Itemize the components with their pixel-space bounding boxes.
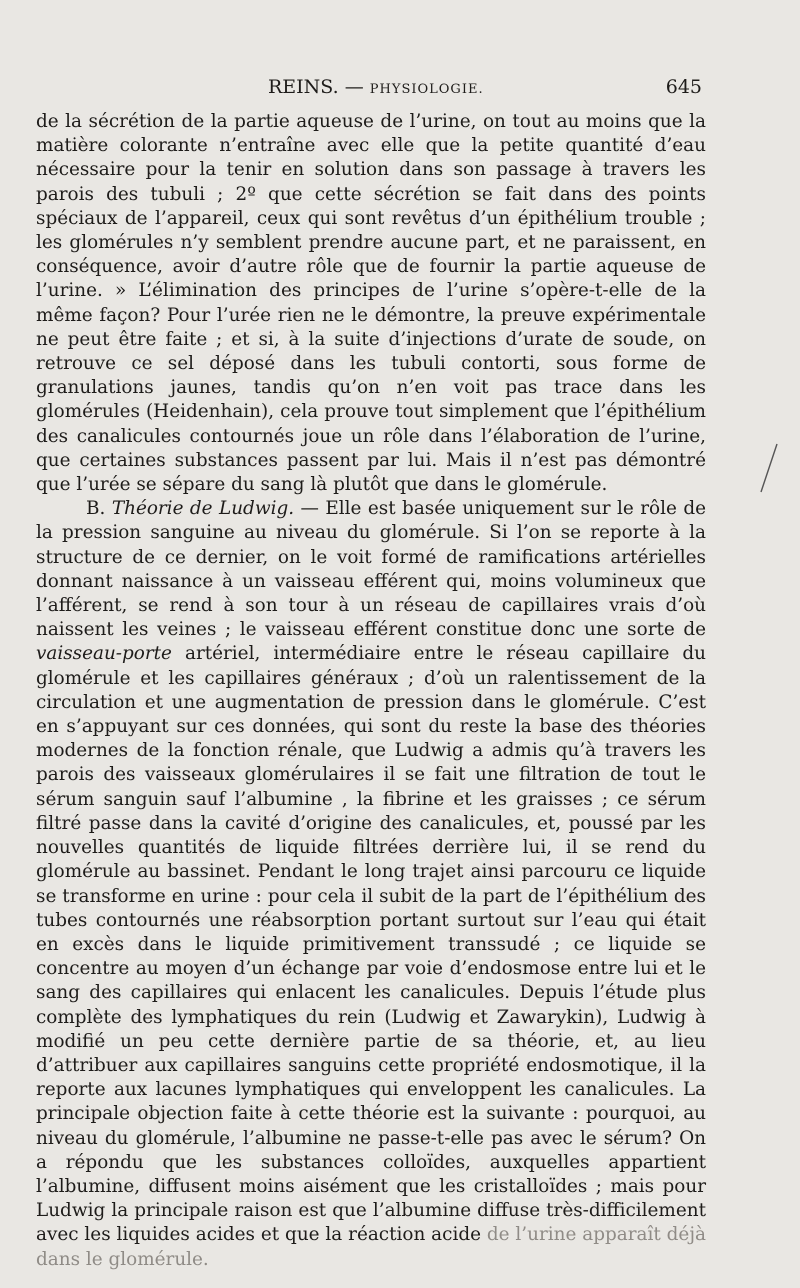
faded-last-line: de l’urine apparaît déjà dans le glomérule. — [36, 1224, 706, 1270]
body-text — [36, 110, 706, 1272]
paragraph-2-text-2: artériel, intermédiaire entre le réseau capillaire du glomérule et les capillaires généraux ; d’où un ralentissement de la circulation et une augmentation de pression dans le glomérule. C’est en s’appuyant sur ces données, qui sont du reste la base des théories modernes de la fonction rénale, que Ludwig a admis qu’à travers les parois des vaisseaux glomérulaires il se fait une filtration de tout le sérum sanguin sauf l’albumine , la fibrine et les graisses ; ce sérum filtré passe dans la cavité d’origine des canalicules, et, poussé par les nouvelles quantités de liquide filtrées derrière lui, il se rend du glomérule au bassinet. Pendant le long trajet ainsi parcouru ce liquide se transforme en urine : pour cela il subit de la part de l’épithélium des tubes contournés une réabsorption portant surtout sur l’eau qui était en excès dans le liquide primitivement transsudé ; ce liquide se concentre au moyen d’un échange par voie d’endosmose entre lui et le sang des capillaires qui enlacent les canalicules. Depuis l’étude plus complète des lymphatiques du rein (Ludwig et Zawarykin), Ludwig à modifié un peu cette dernière partie de sa théorie, et, au lieu d’attribuer aux capillaires sanguins cette propriété endosmotique, il la reporte aux lacunes lymphatiques qui enveloppent les canalicules. La principale objection faite à cette théorie est la suivante : pourquoi, au niveau du glomérule, l’albumine ne passe-t-elle pas avec le sérum? On a répondu que les substances colloïdes, auxquelles appartient l’albumine, diffusent moins aisément que les cristalloïdes ; mais pour Ludwig la principale raison est que l’albumine diffuse très-difficilement avec les liquides acides et que la réaction acide — [36, 643, 706, 1246]
page-header — [36, 72, 704, 102]
running-title-main: REINS. — — [268, 76, 364, 98]
paragraph-2 — [36, 497, 706, 1272]
running-title — [268, 76, 484, 98]
section-heading: Théorie de Ludwig. — [111, 498, 295, 520]
term-vaisseau-porte: vaisseau-porte — [36, 643, 172, 665]
paragraph-1: de la sécrétion de la partie aqueuse de l’urine, on tout au moins que la matière colorante n’entraîne avec elle que la petite quantité d’eau nécessaire pour la tenir en solution dans son passage à travers les parois des tubuli ; 2º que cette sécrétion se fait dans des points spéciaux de l’appareil, ceux qui sont revêtus d’un épithélium trouble ; les glomérules n’y semblent prendre aucune part, et ne paraissent, en conséquence, avoir d’autre rôle que de fournir la partie aqueuse de l’urine. » L’élimination des principes de l’urine s’opère-t-elle de la même façon? Pour l’urée rien ne le démontre, la preuve expérimentale ne peut être faite ; et si, à la suite d’injections d’urate de soude, on retrouve ce sel déposé dans les tubuli contorti, sous forme de granulations jaunes, tandis qu’on n’en voit pas trace dans les glomérules (Heidenhain), cela prouve tout simplement que l’épithélium des canalicules contournés joue un rôle dans l’élaboration de l’urine, que certaines substances passent par lui. Mais il n’est pas démontré que l’urée se sépare du sang là plutôt que dans le glomérule. — [36, 111, 706, 496]
paragraph-2-text-1: — Elle est basée uniquement sur le rôle de la pression sanguine au niveau du glomérule. Si l’on se reporte à la structure de ce dernier, on le voit formé de ramifications artérielles donnant naissance à un vaisseau efférent qui, moins volumineux que l’afférent, se rend à son tour à un réseau de capillaires vrais d’où naissent les veines ; le vaisseau efférent constitue donc une sorte de — [36, 498, 706, 641]
margin-pencil-mark — [755, 440, 785, 500]
running-title-sub: PHYSIOLOGIE. — [369, 82, 484, 97]
section-label: B. — [86, 498, 106, 520]
page-number: 645 — [665, 76, 702, 98]
